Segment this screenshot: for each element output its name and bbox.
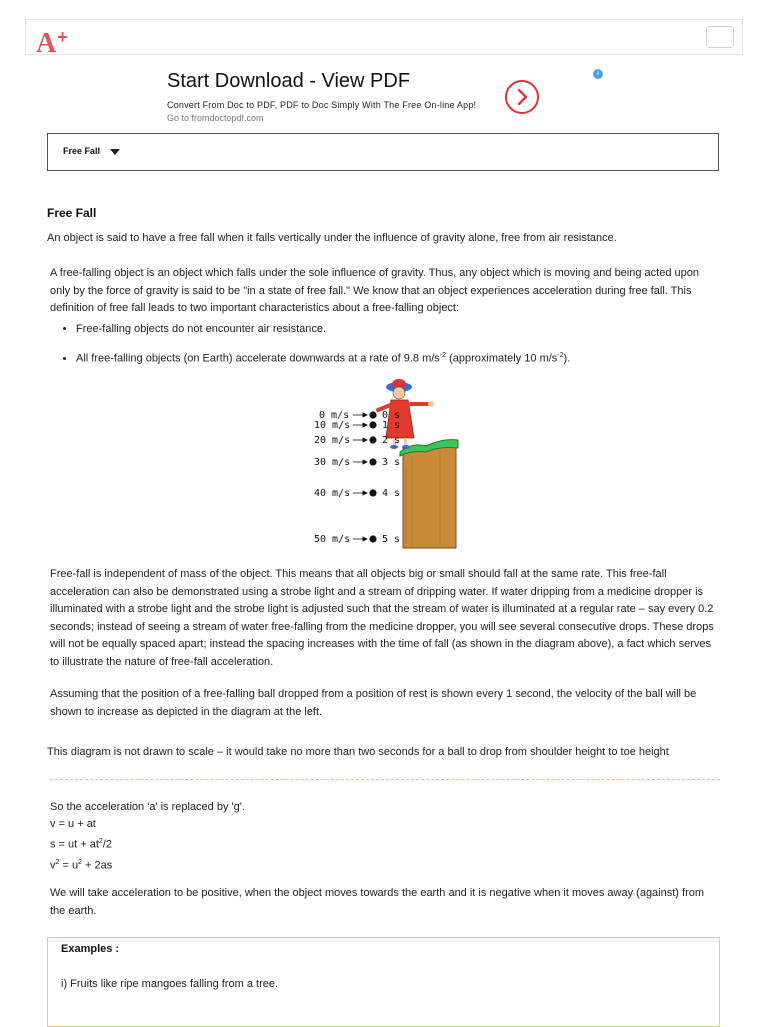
arrows bbox=[353, 413, 367, 541]
equation-2: s = ut + $at^2/2$ bbox=[50, 838, 113, 851]
paragraph-velocity: Assuming that the position of a free-falling ball dropped from a position of rest is shown every 1 second, the velocity of the ball will be shown to increase as depicted in the diagram at the left. bbox=[50, 688, 697, 718]
time-label: 4 s bbox=[382, 488, 401, 499]
paragraph-scale-note: This diagram is not drawn to scale – it would take no more than two seconds for a ball to drop from shoulder height to toe height bbox=[47, 746, 669, 758]
characteristics-list bbox=[60, 321, 726, 377]
ad-arrow-button[interactable] bbox=[505, 80, 539, 114]
dropdown-label: Free Fall bbox=[63, 146, 101, 156]
ad-url[interactable]: Go to fromdoctopdf.com bbox=[167, 113, 264, 123]
list-item: • Free-falling objects do not encounter air resistance. bbox=[76, 321, 726, 338]
section-heading: Free Fall bbox=[47, 206, 97, 220]
velocity-label: 20 m/s bbox=[314, 435, 351, 446]
velocity-label: 0 m/s bbox=[319, 410, 350, 421]
ball-marker bbox=[369, 411, 376, 418]
top-bar bbox=[25, 19, 743, 59]
topic-dropdown[interactable] bbox=[47, 133, 719, 171]
velocity-label: 40 m/s bbox=[314, 488, 351, 499]
example-item: i) Fruits like ripe mangoes falling from a tree. bbox=[61, 978, 279, 990]
examples-title: Examples : bbox=[61, 943, 120, 955]
velocity-label: 50 m/s bbox=[314, 534, 351, 545]
examples-box bbox=[47, 937, 720, 1027]
ad-title[interactable]: Start Download - View PDF bbox=[167, 70, 411, 92]
paragraph-free-falling-object: A free-falling object is an object which falls under the sole influence of gravity. Thus, any object which is moving and being acted upon only by the force of gravity is said to be "in a state of free fall." We know that an object experiences acceleration during free fall. This definition of free fall leads to two important characteristics about a free-falling object: bbox=[50, 267, 699, 314]
paragraph-definition: An object is said to have a free fall when it falls vertically under the influence of gravity alone, free from air resistance. bbox=[47, 232, 617, 244]
velocity-label: 10 m/s bbox=[314, 420, 351, 431]
time-label: 2 s bbox=[382, 435, 401, 446]
time-label: 0 s bbox=[382, 410, 401, 421]
chevron-right-icon bbox=[507, 82, 537, 112]
equation-1: v = u + at bbox=[50, 818, 96, 830]
time-label: 3 s bbox=[382, 457, 401, 468]
ball-marker bbox=[369, 535, 376, 542]
equation-3: $v^2 = u^2 + 2as$ bbox=[50, 858, 113, 872]
ball-marker bbox=[369, 458, 376, 465]
paragraph-mass-independence: Free-fall is independent of mass of the object. This means that all objects big or small should fall at the same rate. This free-fall acceleration can also be demonstrated using a strobe light and a stream of dripping water. If water dripping from a medicine dropper is illuminated with a strobe light and the strobe light is adjusted such that the stream of water is illuminated at a regular rate – say every 0.2 seconds; instead of seeing a stream of water free-falling from the medicine dropper, you will see several consecutive drops. These drops will not be equally spaced apart; instead the spacing increases with the time of fall (as shown in the diagram above), a fact which serves to illustrate the nature of free-fall acceleration. bbox=[50, 568, 714, 668]
equations-block bbox=[50, 799, 245, 874]
ad-subtitle: Convert From Doc to PDF, PDF to Doc Simply With The Free On-line App! bbox=[167, 100, 477, 110]
list-item: • All free-falling objects (on Earth) accelerate downwards at a rate of 9.8 $m/s^{-2}$ (approximately 10 $m/s^{-2}$). bbox=[76, 347, 726, 368]
divider bbox=[50, 779, 720, 780]
time-label: 5 s bbox=[382, 534, 401, 545]
free-fall-diagram bbox=[300, 376, 468, 552]
ball-marker bbox=[369, 421, 376, 428]
site-logo[interactable]: A+ bbox=[36, 27, 68, 59]
time-labels bbox=[382, 410, 400, 545]
equation-intro: So the acceleration 'a' is replaced by 'g'. bbox=[50, 801, 245, 813]
ball-marker bbox=[369, 436, 376, 443]
ad-info-icon[interactable]: i bbox=[593, 69, 603, 79]
menu-button[interactable] bbox=[706, 26, 734, 48]
caret-down-icon bbox=[110, 149, 120, 155]
time-label: 1 s bbox=[382, 420, 401, 431]
paragraph-sign-convention: We will take acceleration to be positive, when the object moves towards the earth and it is negative when it moves away (against) from the earth. bbox=[50, 887, 705, 917]
velocity-labels bbox=[314, 410, 350, 545]
ball-marker bbox=[369, 489, 376, 496]
velocity-label: 30 m/s bbox=[314, 457, 351, 468]
ball-positions bbox=[369, 411, 376, 542]
